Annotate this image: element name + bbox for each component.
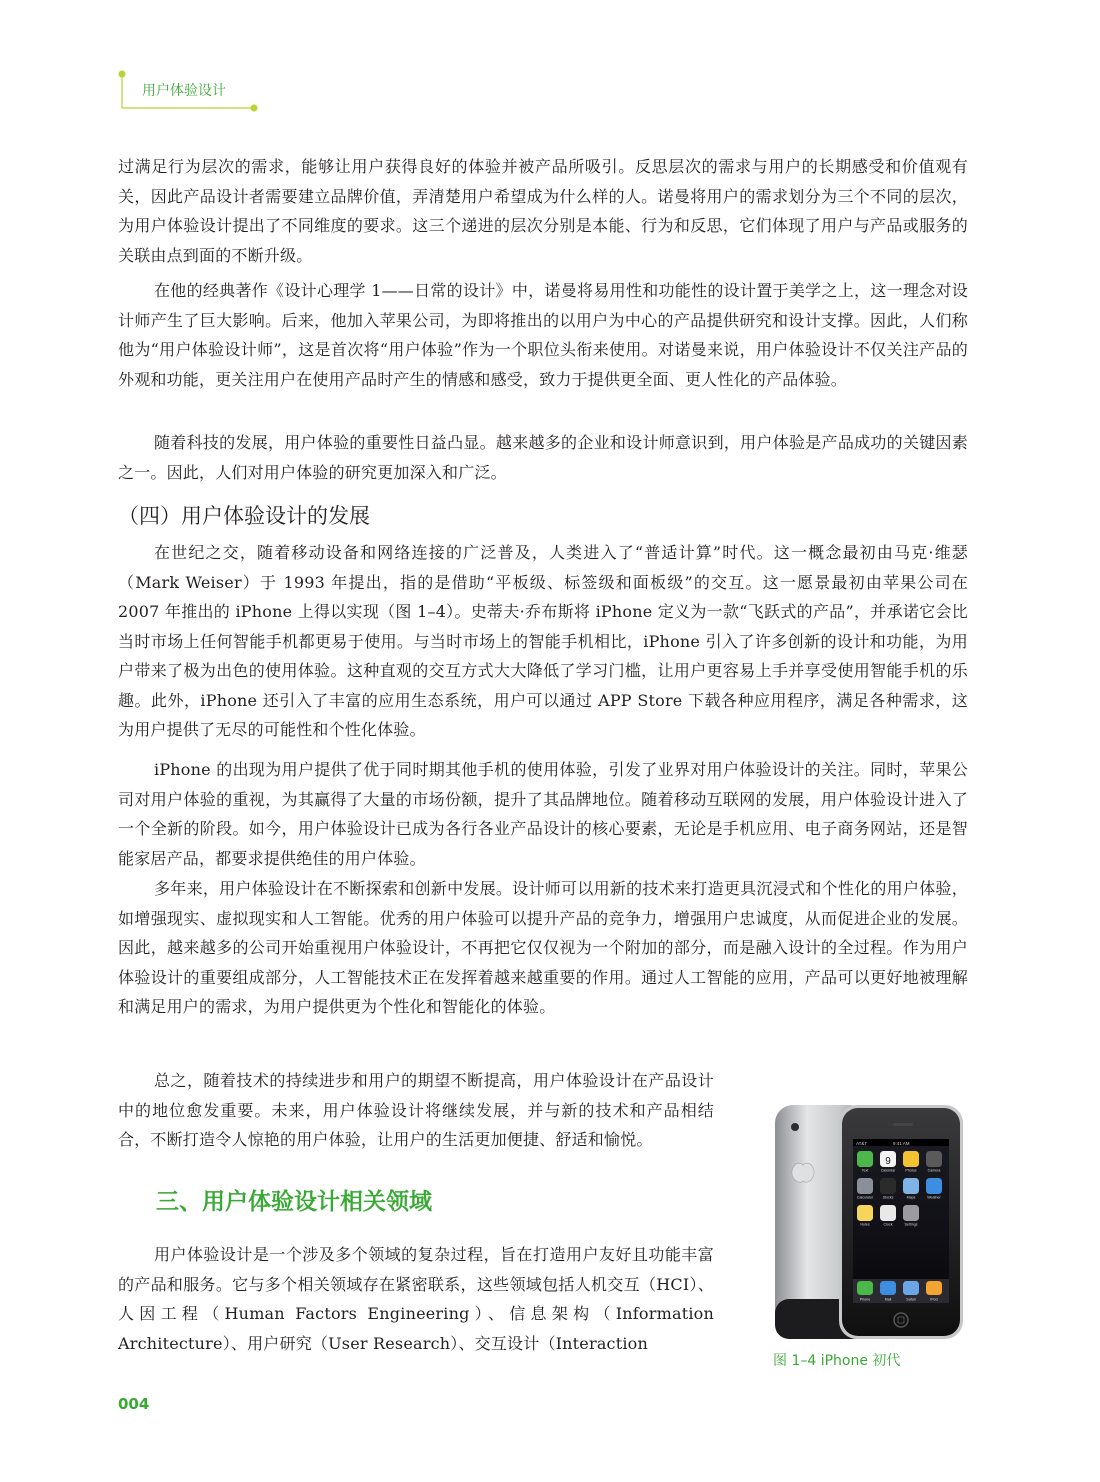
app-icon [903, 1178, 919, 1194]
dock-icon [903, 1281, 919, 1295]
app-label: Maps [906, 1195, 916, 1200]
app-icon [926, 1151, 942, 1167]
page-number: 004 [118, 1395, 150, 1413]
header-dot-top [119, 71, 126, 78]
dock-label: Mail [884, 1297, 892, 1302]
paragraph-8: 用户体验设计是一个涉及多个领域的复杂过程，旨在打造用户友好且功能丰富的产品和服务。它与多个相关领域存在紧密联系，这些领域包括人机交互（HCI）、人因工程（Human Factors Engineering）、信息架构（Information Architecture）、用户研究（User Research）、交互设计（Interaction [118, 1245, 714, 1353]
paragraph-3: 随着科技的发展，用户体验的重要性日益凸显。越来越多的企业和设计师意识到，用户体验是产品成功的关键因素之一。因此，人们对用户体验的研究更加深入和广泛。 [118, 433, 968, 482]
app-label: Calendar [880, 1168, 896, 1173]
section-title: 三、用户体验设计相关领域 [156, 1189, 432, 1215]
paragraph-5: iPhone 的出现为用户提供了优于同时期其他手机的使用体验，引发了业界对用户体验设计的关注。同时，苹果公司对用户体验的重视，为其赢得了大量的市场份额，提升了其品牌地位。随着移动互联网的发展，用户体验设计进入了一个全新的阶段。如今，用户体验设计已成为各行各业产品设计的核心要素，无论是手机应用、电子商务网站，还是智能家居产品，都要求提供绝佳的用户体验。 [118, 760, 968, 868]
header-ornament [0, 0, 1100, 130]
status-time: 9:41 AM [893, 1141, 910, 1146]
app-label: Settings [904, 1222, 918, 1227]
app-icon [857, 1178, 873, 1194]
dock-icon [857, 1281, 873, 1295]
dock-label: Phone [859, 1297, 871, 1302]
app-icon [903, 1205, 919, 1221]
dock-icon [880, 1281, 896, 1295]
app-label: Notes [860, 1222, 870, 1227]
app-label: Weather [927, 1195, 941, 1200]
app-icon [857, 1205, 873, 1221]
iphone-figure [773, 1103, 965, 1341]
app-label: Clock [883, 1222, 893, 1227]
apple-logo-icon [792, 1163, 814, 1182]
app-icon [926, 1178, 942, 1194]
figure-caption: 图 1–4 iPhone 初代 [773, 1353, 901, 1369]
app-icon [903, 1151, 919, 1167]
paragraph-1: 过满足行为层次的需求，能够让用户获得良好的体验并被产品所吸引。反思层次的需求与用户的长期感受和价值观有关，因此产品设计者需要建立品牌价值，弄清楚用户希望成为什么样的人。诺曼将用户的需求划分为三个不同的层次，为用户体验设计提出了不同维度的要求。这三个递进的层次分别是本能、行为和反思，它们体现了用户与产品或服务的关联由点到面的不断升级。 [118, 157, 968, 265]
running-header-title: 用户体验设计 [142, 83, 226, 99]
paragraph-7: 总之，随着技术的持续进步和用户的期望不断提高，用户体验设计在产品设计中的地位愈发重要。未来，用户体验设计将继续发展，并与新的技术和产品相结合，不断打造令人惊艳的用户体验，让用户的生活更加便捷、舒适和愉悦。 [118, 1071, 714, 1149]
paragraph-2: 在他的经典著作《设计心理学 1——日常的设计》中，诺曼将易用性和功能性的设计置于美学之上，这一理念对设计师产生了巨大影响。后来，他加入苹果公司，为即将推出的以用户为中心的产品提供研究和设计支撑。因此，人们称他为“用户体验设计师”，这是首次将“用户体验”作为一个职位头衔来使用。对诺曼来说，用户体验设计不仅关注产品的外观和功能，更关注用户在使用产品时产生的情感和感受，致力于提供更全面、更人性化的产品体验。 [118, 281, 968, 389]
app-label: Camera [927, 1168, 941, 1173]
iphone-illustration [773, 1103, 965, 1341]
app-icon [857, 1151, 873, 1167]
paragraph-6: 多年来，用户体验设计在不断探索和创新中发展。设计师可以用新的技术来打造更具沉浸式和个性化的用户体验，如增强现实、虚拟现实和人工智能。优秀的用户体验可以提升产品的竞争力，增强用户忠诚度，从而促进企业的发展。因此，越来越多的公司开始重视用户体验设计，不再把它仅仅视为一个附加的部分，而是融入设计的全过程。作为用户体验设计的重要组成部分，人工智能技术正在发挥着越来越重要的作用。通过人工智能的应用，产品可以更好地被理解和满足用户的需求，为用户提供更为个性化和智能化的体验。 [118, 879, 968, 1016]
page-header [0, 0, 1100, 130]
app-label: Calculator [856, 1195, 874, 1200]
calendar-day: 9 [885, 1156, 891, 1167]
app-icon [880, 1178, 896, 1194]
dock-icon [926, 1281, 942, 1295]
status-carrier: AT&T [856, 1141, 868, 1146]
header-dot-right [251, 105, 258, 112]
app-icon [880, 1205, 896, 1221]
app-label: Stocks [882, 1195, 894, 1200]
speaker-icon [893, 1123, 913, 1126]
app-label: Photos [905, 1168, 917, 1173]
subheading: （四）用户体验设计的发展 [118, 504, 370, 528]
app-label: Text [861, 1168, 869, 1173]
camera-lens-icon [791, 1123, 799, 1131]
dock-label: Safari [906, 1297, 916, 1302]
dock-label: iPod [930, 1297, 938, 1302]
paragraph-4: 在世纪之交，随着移动设备和网络连接的广泛普及，人类进入了“普适计算”时代。这一概念最初由马克·维瑟（Mark Weiser）于 1993 年提出，指的是借助“平板级、标签级和面板级”的交互。这一愿景最初由苹果公司在 2007 年推出的 iPhone 上得以实现（图 1–4）。史蒂夫·乔布斯将 iPhone 定义为一款“飞跃式的产品”，并承诺它会比当时市场上任何智能手机都更易于使用。与当时市场上的智能手机相比，iPhone 引入了许多创新的设计和功能，为用户带来了极为出色的使用体验。这种直观的交互方式大大降低了学习门槛，让用户更容易上手并享受使用智能手机的乐趣。此外，iPhone 还引入了丰富的应用生态系统，用户可以通过 APP Store 下载各种应用程序，满足各种需求，这为用户提供了无尽的可能性和个性化体验。 [118, 543, 968, 739]
